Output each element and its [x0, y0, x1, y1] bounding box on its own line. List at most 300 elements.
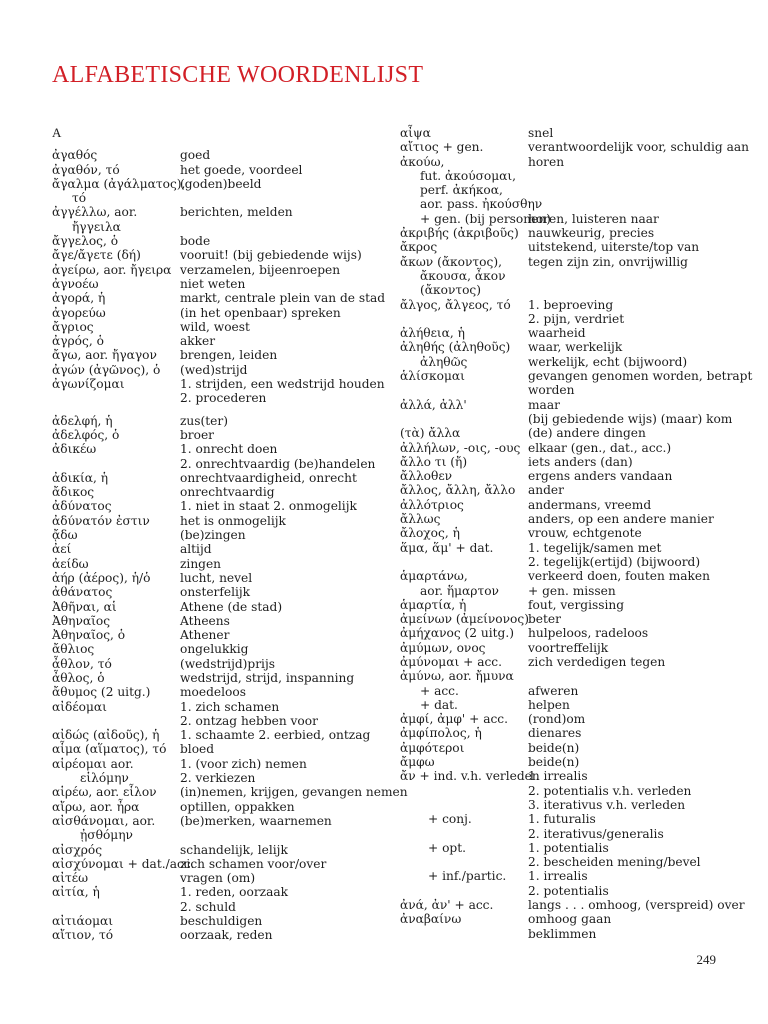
letter-heading [52, 126, 372, 140]
dutch-translation: andermans, vreemd [528, 497, 652, 512]
greek-lemma: ἀδύνατος [52, 499, 112, 514]
dutch-translation: 1. zich schamen [180, 699, 280, 714]
dutch-translation: berichten, melden [180, 205, 293, 220]
glossary-entry [52, 442, 372, 456]
greek-lemma: αἰτιάομαι [52, 914, 114, 929]
dutch-translation: iets anders (dan) [528, 454, 633, 469]
greek-lemma: ἄν + ind. v.h. verleden [400, 769, 540, 784]
greek-lemma [400, 383, 528, 397]
greek-lemma: ἀμύνομαι + acc. [400, 654, 502, 669]
dutch-translation: 1. reden, oorzaak [180, 885, 288, 900]
dutch-translation: Athener [180, 628, 230, 643]
dutch-translation: 2. pijn, verdriet [528, 311, 625, 326]
glossary-entry [52, 814, 372, 828]
glossary-entry [400, 140, 749, 155]
greek-lemma: ἀμφί, ἀμφ' + acc. [400, 712, 508, 727]
greek-lemma: ἄλγος, ἄλγεος, τό [400, 297, 511, 312]
glossary-entry [52, 843, 372, 857]
greek-lemma: (ἄκοντος) [420, 283, 482, 298]
greek-lemma: ἄλλοθεν [400, 469, 453, 484]
dutch-translation: ergens anders vandaan [528, 469, 673, 484]
dutch-translation: hulpeloos, radeloos [528, 626, 649, 641]
dutch-translation: akker [180, 334, 216, 349]
glossary-entry [52, 757, 372, 771]
greek-lemma: ἀγγέλλω, aor. [52, 205, 138, 220]
glossary-entry [52, 614, 372, 628]
glossary-entry [52, 600, 372, 614]
greek-lemma [400, 798, 528, 812]
dutch-translation: verzamelen, bijeenroepen [180, 262, 341, 277]
glossary-entry [52, 885, 372, 899]
dutch-translation: dienares [528, 726, 582, 741]
glossary-entry [400, 240, 730, 254]
glossary-entry [400, 441, 730, 455]
glossary-entry [400, 411, 733, 426]
glossary-entry [52, 348, 372, 362]
dutch-translation: maar [528, 397, 560, 412]
greek-lemma: αἶψα [400, 126, 431, 140]
glossary-entry [400, 398, 730, 412]
dutch-translation: vragen (om) [180, 871, 256, 886]
left-column [52, 125, 408, 943]
glossary-entry [52, 714, 372, 728]
dutch-translation [528, 183, 730, 197]
greek-lemma: ἄδικος [52, 485, 95, 500]
dutch-translation: 3. iterativus v.h. verleden [528, 797, 686, 812]
greek-lemma: ἄθυμος (2 uitg.) [52, 685, 151, 700]
greek-lemma [400, 927, 528, 941]
glossary-entry [400, 197, 730, 211]
greek-lemma: + conj. [428, 812, 472, 827]
glossary-entry [52, 671, 372, 685]
dutch-translation: waarheid [528, 326, 586, 341]
dutch-translation: niet weten [180, 276, 246, 291]
glossary-entry [52, 528, 372, 542]
greek-lemma [400, 412, 528, 426]
greek-lemma: aor. ἥμαρτον [420, 583, 499, 598]
dutch-translation: omhoog gaan [528, 912, 612, 927]
greek-lemma: ἆθλον, τό [52, 656, 112, 671]
dutch-translation: (goden)beeld [180, 176, 262, 191]
glossary-entry [400, 569, 730, 583]
greek-lemma [400, 312, 528, 326]
glossary-entry [400, 126, 730, 140]
glossary-entry [400, 283, 730, 297]
greek-lemma: αἴρω, aor. ἦρα [52, 799, 140, 814]
greek-lemma: Ἀθηναῖος [52, 613, 111, 628]
dutch-translation: voortreffelijk [528, 640, 609, 655]
glossary-entry [52, 306, 372, 320]
greek-lemma: ἄγγελος, ὁ [52, 234, 119, 249]
greek-lemma: perf. ἀκήκοα, [420, 183, 503, 198]
glossary-entry [52, 785, 408, 800]
glossary-entry [400, 226, 730, 240]
glossary-entry [52, 857, 372, 871]
glossary-entry [400, 483, 730, 497]
glossary-entry [400, 755, 730, 769]
glossary-entry [400, 869, 730, 883]
glossary-entry [400, 841, 730, 855]
dutch-translation: schandelijk, lelijk [180, 842, 288, 857]
greek-lemma: αἰσχύνομαι + dat./acc. [52, 856, 195, 871]
dutch-translation: horen [528, 154, 565, 169]
glossary-entry [52, 248, 372, 262]
glossary-entry [400, 498, 730, 512]
dutch-translation: zich verdedigen tegen [528, 654, 666, 669]
dutch-translation: wild, woest [180, 319, 250, 334]
glossary-entry [52, 363, 372, 377]
greek-lemma: ἄμφω [400, 755, 435, 770]
greek-lemma: ἀεί [52, 542, 72, 557]
greek-lemma: ἀγωνίζομαι [52, 377, 125, 392]
dutch-translation: verantwoordelijk voor, schuldig aan [528, 140, 749, 155]
dutch-translation: beklimmen [528, 926, 597, 941]
glossary-entry [400, 584, 730, 598]
glossary-entry [400, 641, 730, 655]
greek-lemma: ᾄδω [52, 528, 78, 543]
greek-lemma: τό [72, 191, 87, 206]
right-column [400, 126, 753, 941]
dutch-translation: werkelijk, echt (bijwoord) [528, 354, 688, 369]
greek-lemma: αἰσχρός [52, 842, 103, 857]
page-title: ALFABETISCHE WOORDENLIJST [52, 62, 424, 88]
glossary-entry [52, 377, 385, 392]
greek-lemma: Ἀθηναῖος, ὁ [52, 628, 126, 643]
greek-lemma: ἀγορεύω [52, 305, 106, 320]
dutch-translation: anders, op een andere manier [528, 512, 714, 527]
dutch-translation: onrechtvaardig [180, 485, 275, 500]
dutch-translation: vooruit! (bij gebiedende wijs) [180, 248, 362, 263]
greek-lemma: ἀγορά, ἡ [52, 291, 106, 306]
dutch-translation [180, 191, 372, 205]
dutch-translation: 2. bescheiden mening/bevel [528, 855, 701, 870]
greek-lemma: ἀμφότεροι [400, 740, 465, 755]
glossary-entry [52, 391, 372, 405]
greek-lemma: ἀνά, ἀν' + acc. [400, 898, 494, 913]
dutch-translation: 1. schaamte 2. eerbied, ontzag [180, 728, 371, 743]
dutch-translation: fout, vergissing [528, 597, 625, 612]
greek-lemma [52, 457, 180, 471]
greek-lemma: ἀήρ (ἀέρος), ἡ/ὁ [52, 570, 151, 585]
dutch-translation: oorzaak, reden [180, 928, 273, 943]
glossary-entry [52, 485, 372, 499]
greek-lemma: aor. pass. ἠκούσθην [420, 197, 543, 212]
glossary-entry [400, 769, 730, 783]
greek-lemma [400, 884, 528, 898]
dutch-translation: vrouw, echtgenote [528, 526, 642, 541]
greek-lemma: ἀδελφός, ὁ [52, 427, 120, 442]
dutch-translation: 2. onrechtvaardig (be)handelen [180, 456, 376, 471]
greek-lemma: fut. ἀκούσομαι, [420, 168, 517, 183]
glossary-entry [400, 669, 730, 683]
dutch-translation: gevangen genomen worden, betrapt [528, 369, 753, 384]
dutch-translation: 2. schuld [180, 899, 236, 914]
glossary-entry [400, 626, 730, 640]
dutch-translation: zich schamen voor/over [180, 856, 327, 871]
dutch-translation: 2. potentialis v.h. verleden [528, 783, 692, 798]
dutch-translation: beschuldigen [180, 914, 263, 929]
glossary-entry [52, 928, 372, 942]
greek-lemma: ἄλλως [400, 512, 441, 527]
glossary-entry [52, 800, 372, 814]
dutch-translation: brengen, leiden [180, 348, 278, 363]
greek-lemma: αἷμα (αἵματος), τό [52, 742, 167, 757]
greek-lemma: ἄγαλμα (ἀγάλματος), [52, 176, 186, 191]
dutch-translation: helpen [528, 697, 570, 712]
glossary-entry [400, 155, 730, 169]
greek-lemma: ἀλλότριος [400, 497, 464, 512]
dutch-translation [180, 220, 372, 234]
greek-lemma [52, 391, 180, 405]
dutch-translation: 1. (voor zich) nemen [180, 756, 307, 771]
dutch-translation: (de) andere dingen [528, 426, 646, 441]
dutch-translation: 2. tegelijk(ertijd) (bijwoord) [528, 554, 701, 569]
dutch-translation: markt, centrale plein van de stad [180, 291, 386, 306]
dutch-translation: elkaar (gen., dat., acc.) [528, 440, 672, 455]
dutch-translation: tegen zijn zin, onvrijwillig [528, 254, 688, 269]
greek-lemma: ἀμύμων, ονος [400, 640, 486, 655]
glossary-entry [52, 191, 372, 205]
dutch-translation: worden [528, 383, 575, 398]
greek-lemma [400, 827, 528, 841]
dutch-translation: bloed [180, 742, 215, 757]
glossary-entry [400, 340, 730, 354]
entry-spacer [52, 406, 372, 414]
dutch-translation: (wed)strijd [180, 362, 248, 377]
glossary-entry [400, 369, 753, 384]
glossary-entry [400, 655, 730, 669]
page-number: 249 [696, 952, 716, 967]
glossary-entry [400, 827, 730, 841]
glossary-entry [400, 526, 730, 540]
greek-lemma: ἀγαθόν, τό [52, 162, 120, 177]
dutch-translation: waar, werkelijk [528, 340, 623, 355]
greek-lemma: ἀθάνατος [52, 585, 113, 600]
greek-lemma: αἴτιον, τό [52, 928, 114, 943]
dutch-translation: 1. futuralis [528, 812, 596, 827]
dutch-translation: (rond)om [528, 712, 586, 727]
dutch-translation [180, 828, 372, 842]
greek-lemma: + inf./partic. [428, 869, 507, 884]
glossary-entry [52, 334, 372, 348]
glossary-entry [52, 871, 372, 885]
glossary-entry [400, 684, 730, 698]
dutch-translation: moedeloos [180, 685, 246, 700]
glossary-entry [400, 712, 730, 726]
dutch-translation [180, 126, 372, 140]
glossary-entry [52, 177, 372, 191]
greek-lemma: εἱλόμην [80, 771, 129, 786]
greek-lemma: ἀδικέω [52, 442, 97, 457]
glossary-entry [52, 571, 372, 585]
dutch-translation: nauwkeurig, precies [528, 226, 655, 241]
dutch-translation: 1. strijden, een wedstrijd houden [180, 377, 385, 392]
greek-lemma: ἀγών (ἀγῶνος), ὁ [52, 362, 161, 377]
greek-lemma: (τὰ) ἄλλα [400, 426, 461, 441]
glossary-entry [52, 585, 372, 599]
dutch-translation: het goede, voordeel [180, 162, 303, 177]
glossary-entry [400, 469, 730, 483]
greek-lemma [400, 784, 528, 798]
glossary-entry [400, 612, 730, 626]
greek-lemma: ἄκρος [400, 240, 438, 255]
greek-lemma: ἀμήχανος (2 uitg.) [400, 626, 514, 641]
dutch-translation: het is onmogelijk [180, 513, 286, 528]
greek-lemma: ἀκούω, [400, 154, 445, 169]
dutch-translation: 2. procederen [180, 391, 267, 406]
greek-lemma: ἀγρός, ὁ [52, 334, 104, 349]
glossary-entry [400, 183, 730, 197]
dutch-translation: beide(n) [528, 740, 580, 755]
glossary-entry [52, 277, 372, 291]
greek-lemma: ἄλλο τι (ἤ) [400, 454, 468, 469]
glossary-entry [52, 205, 372, 219]
glossary-entry [400, 298, 730, 312]
glossary-entry [52, 428, 372, 442]
glossary-entry [52, 742, 372, 756]
glossary-entry [52, 220, 372, 234]
greek-lemma: A [52, 125, 62, 140]
greek-lemma: ἁλίσκομαι [400, 369, 465, 384]
dutch-translation: 1. tegelijk/samen met [528, 540, 662, 555]
dutch-translation: 1. onrecht doen [180, 442, 278, 457]
greek-lemma: αἰδώς (αἰδοῦς), ἡ [52, 728, 160, 743]
dutch-translation: afweren [528, 683, 579, 698]
greek-lemma: αἰτέω [52, 871, 89, 886]
dutch-translation: bode [180, 234, 211, 249]
glossary-entry [400, 698, 730, 712]
greek-lemma: ἀδελφή, ἡ [52, 413, 113, 428]
glossary-entry [52, 148, 372, 162]
glossary-entry [52, 914, 372, 928]
glossary-entry [400, 312, 730, 326]
greek-lemma: ἀείδω [52, 556, 89, 571]
dutch-translation: 2. ontzag hebben voor [180, 713, 318, 728]
glossary-entry [52, 320, 372, 334]
dutch-translation: optillen, oppakken [180, 799, 295, 814]
greek-lemma: ἀλλά, ἀλλ' [400, 397, 467, 412]
greek-lemma: ἀληθῶς [420, 354, 468, 369]
glossary-entry [52, 657, 372, 671]
greek-lemma: ἀδικία, ἡ [52, 470, 109, 485]
greek-lemma: ἀλλήλων, -οις, -ους [400, 440, 521, 455]
glossary-entry [52, 471, 372, 485]
glossary-entry [52, 700, 372, 714]
greek-lemma: + acc. [420, 683, 459, 698]
glossary-entry [400, 512, 730, 526]
glossary-entry [400, 212, 730, 226]
glossary-entry [52, 163, 372, 177]
dutch-translation: 1. niet in staat 2. onmogelijk [180, 499, 357, 514]
greek-lemma: ἄγριος [52, 319, 94, 334]
glossary-entry [52, 514, 372, 528]
greek-lemma: ἆθλος, ὁ [52, 670, 105, 685]
greek-lemma: ἄλοχος, ἡ [400, 526, 460, 541]
glossary-entry [52, 900, 372, 914]
dutch-translation: (be)zingen [180, 528, 246, 543]
glossary-entry [400, 812, 730, 826]
glossary-entry [400, 426, 730, 440]
dutch-translation: verkeerd doen, fouten maken [528, 569, 710, 584]
dutch-translation: 1. potentialis [528, 840, 609, 855]
greek-lemma [52, 714, 180, 728]
glossary-entry [400, 898, 745, 913]
glossary-entry [400, 255, 730, 269]
greek-lemma: ἅμα, ἅμ' + dat. [400, 540, 494, 555]
greek-lemma: αἰδέομαι [52, 699, 107, 714]
dutch-translation: (bij gebiedende wijs) (maar) kom [528, 411, 733, 426]
dutch-translation: 2. potentialis [528, 883, 609, 898]
greek-lemma [400, 855, 528, 869]
dutch-translation: 2. verkiezen [180, 771, 256, 786]
glossary-entry [52, 291, 386, 306]
glossary-entry [52, 828, 372, 842]
greek-lemma: ἁμαρτάνω, [400, 569, 468, 584]
glossary-entry [52, 557, 372, 571]
dutch-translation: uitstekend, uiterste/top van [528, 240, 700, 255]
greek-lemma: ᾐσθόμην [80, 828, 133, 843]
dutch-translation: (wedstrijd)prijs [180, 656, 275, 671]
greek-lemma: ἀγνοέω [52, 276, 99, 291]
dutch-translation: onsterfelijk [180, 585, 251, 600]
glossary-entry [52, 499, 372, 513]
dutch-translation: Atheens [180, 613, 230, 628]
glossary-entry [400, 355, 730, 369]
glossary-entry [400, 912, 730, 926]
dutch-translation: onrechtvaardigheid, onrecht [180, 470, 357, 485]
greek-lemma: ἀναβαίνω [400, 912, 462, 927]
dutch-translation: ongelukkig [180, 642, 249, 657]
greek-lemma: ἄκων (ἄκοντος), [400, 254, 502, 269]
dutch-translation: lucht, nevel [180, 570, 253, 585]
greek-lemma [52, 900, 180, 914]
glossary-entry [400, 541, 730, 555]
dutch-translation: broer [180, 427, 215, 442]
dutch-translation [528, 283, 730, 297]
glossary-entry [400, 326, 730, 340]
dutch-translation: (in)nemen, krijgen, gevangen nemen [180, 785, 408, 800]
greek-lemma: + gen. (bij personen) [420, 211, 551, 226]
glossary-entry [400, 383, 730, 397]
glossary-entry [400, 169, 730, 183]
glossary-entry [52, 234, 372, 248]
greek-lemma: ἀδύνατόν ἐστιν [52, 513, 150, 528]
dutch-translation: goed [180, 148, 211, 163]
greek-lemma: ἀμείνων (ἀμείνονος) [400, 612, 529, 627]
dutch-translation: Athene (de stad) [180, 599, 283, 614]
glossary-entry [52, 263, 372, 277]
glossary-entry [400, 555, 730, 569]
glossary-entry [400, 741, 730, 755]
glossary-entry [400, 269, 730, 283]
dutch-translation: 2. iterativus/generalis [528, 826, 664, 841]
greek-lemma: ἀγαθός [52, 148, 98, 163]
dutch-translation: snel [528, 126, 554, 140]
greek-lemma [400, 555, 528, 569]
glossary-entry [52, 456, 376, 471]
glossary-entry [52, 414, 372, 428]
dutch-translation [528, 669, 730, 683]
dutch-translation: zingen [180, 556, 222, 571]
greek-lemma: ἤγγειλα [72, 219, 121, 234]
glossary-entry [52, 771, 372, 785]
greek-lemma: ἄκουσα, ἆκον [420, 268, 506, 283]
dutch-translation [528, 197, 730, 211]
greek-lemma: ἄθλιος [52, 642, 95, 657]
greek-lemma: ἀμύνω, aor. ἤμυνα [400, 669, 514, 684]
dutch-translation: (be)merken, waarnemen [180, 813, 332, 828]
dutch-translation: 1. irrealis [528, 869, 588, 884]
